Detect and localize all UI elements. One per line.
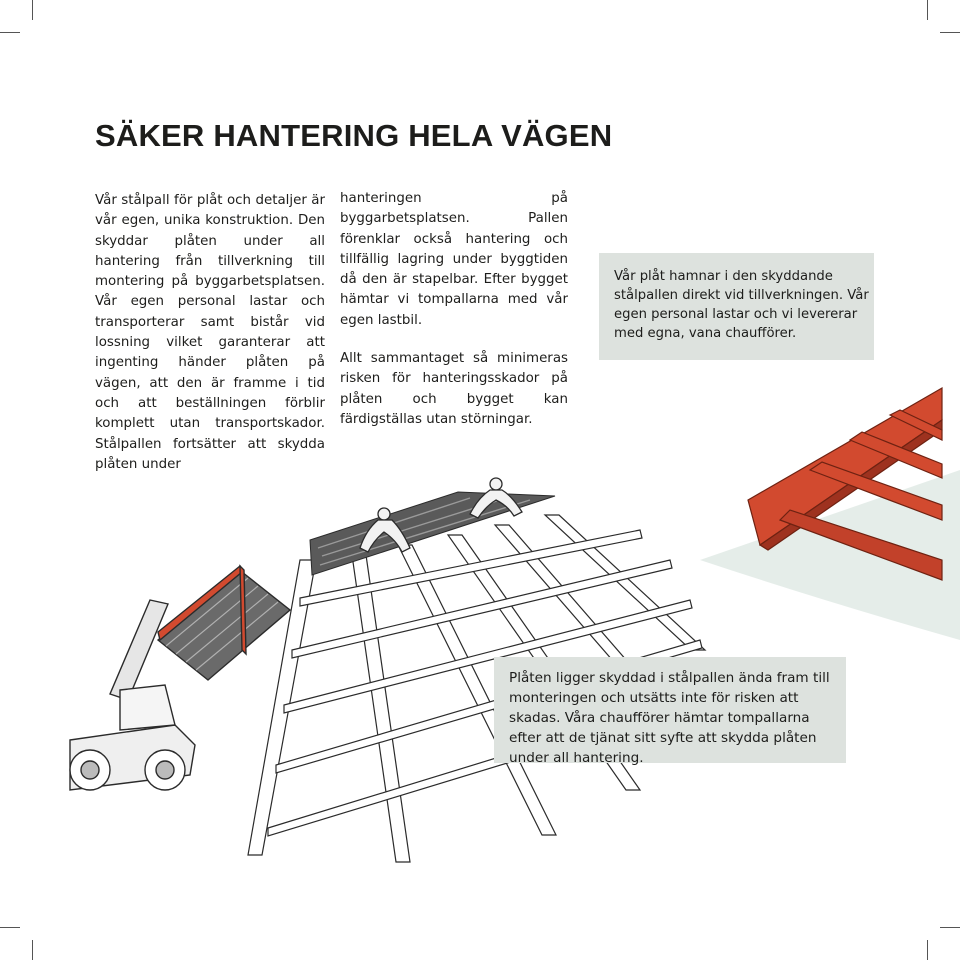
page-title: SÄKER HANTERING HELA VÄGEN [95,118,613,153]
callout-box-factory [599,253,874,360]
body-paragraph: Vår stålpall för plåt och detaljer är vår egen, unika konstruktion. Den skyddar plåten under all hantering från tillverkning till montering på byggarbetsplatsen. Vår egen personal lastar och transporterar samt bistår vid lossning vilket garanterar att ingenting händer plåten på vägen, att den är framme i tid och att beställningen förblir komplett utan transportskador. Stålpallen fortsätter att skydda plåten under [95,193,325,472]
body-paragraph: hanteringen på byggarbetsplatsen. Pallen förenklar också hantering och tillfällig lagring under byggtiden då den är stapelbar. Efter bygget hämtar vi tompallarna med vår egen lastbil. [340,191,568,328]
callout-text: Vår plåt hamnar i den skyddande stålpallen direkt vid tillverkningen. Vår egen personal lastar och vi levererar med egna, vana chaufförer. [614,269,869,341]
telehandler [70,566,290,790]
body-paragraph: Allt sammantaget så minimeras risken för hanteringsskador på plåten och bygget kan färdigställas utan störningar. [340,351,568,427]
callout-text: Plåten ligger skyddad i stålpallen ända fram till monteringen och utsätts inte för risken att skadas. Våra chaufförer hämtar tompallarna efter att de tjänat sitt syfte att skydda plåten under all hantering. [509,670,830,766]
callout-box-site [494,657,846,766]
